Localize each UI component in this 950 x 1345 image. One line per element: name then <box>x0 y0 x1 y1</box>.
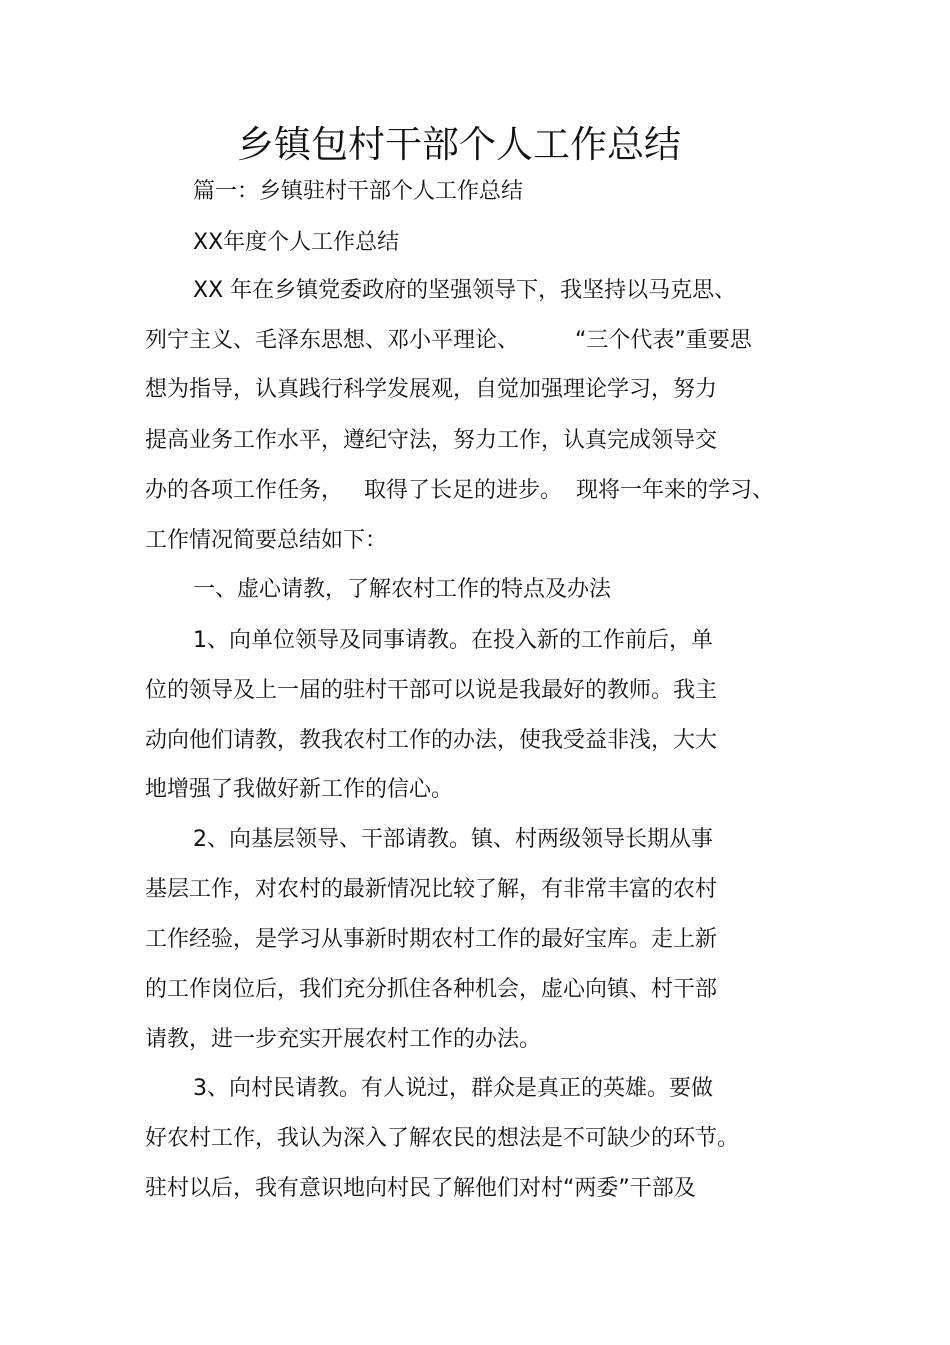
paragraph-line: 2、向基层领导、干部请教。镇、村两级领导长期从事 <box>193 827 713 852</box>
paragraph-line: 3、向村民请教。有人说过，群众是真正的英雄。要做 <box>193 1076 713 1101</box>
paragraph-line: 地增强了我做好新工作的信心。 <box>145 777 454 802</box>
paragraph-line: 提高业务工作水平，遵纪守法，努力工作，认真完成领导交 <box>145 428 718 453</box>
paragraph-line: 想为指导，认真践行科学发展观，自觉加强理论学习，努力 <box>145 377 718 402</box>
section-heading: 一、虚心请教，了解农村工作的特点及办法 <box>193 577 612 602</box>
paragraph-line: 位的领导及上一届的驻村干部可以说是我最好的教师。我主 <box>145 678 718 703</box>
paragraph-line: 好农村工作，我认为深入了解农民的想法是不可缺少的环节。 <box>145 1126 740 1151</box>
paragraph-line: 驻村以后，我有意识地向村民了解他们对村“两委”干部及 <box>145 1176 696 1201</box>
paragraph-line: 1、向单位领导及同事请教。在投入新的工作前后，单 <box>193 628 713 653</box>
paragraph-line: 工作情况简要总结如下： <box>145 528 388 553</box>
document-title: 乡镇包村干部个人工作总结 <box>237 123 681 166</box>
paragraph-line: 请教，进一步充实开展农村工作的办法。 <box>145 1027 542 1052</box>
paragraph-line: XX 年在乡镇党委政府的坚强领导下，我坚持以马克思、 <box>193 278 737 303</box>
section-heading: 篇一：乡镇驻村干部个人工作总结 <box>193 179 524 204</box>
subheading: XX年度个人工作总结 <box>193 230 400 255</box>
paragraph-line: 办的各项工作任务， 取得了长足的进步。 现将一年来的学习、 <box>145 478 774 503</box>
paragraph-line: 动向他们请教，教我农村工作的办法，使我受益非浅，大大 <box>145 728 718 753</box>
paragraph-line: 工作经验，是学习从事新时期农村工作的最好宝库。走上新 <box>145 927 718 952</box>
paragraph-line: 的工作岗位后，我们充分抓住各种机会，虚心向镇、村干部 <box>145 977 718 1002</box>
paragraph-line: 基层工作，对农村的最新情况比较了解，有非常丰富的农村 <box>145 877 718 902</box>
paragraph-line: 列宁主义、毛泽东思想、邓小平理论、 “三个代表”重要思 <box>145 328 752 353</box>
